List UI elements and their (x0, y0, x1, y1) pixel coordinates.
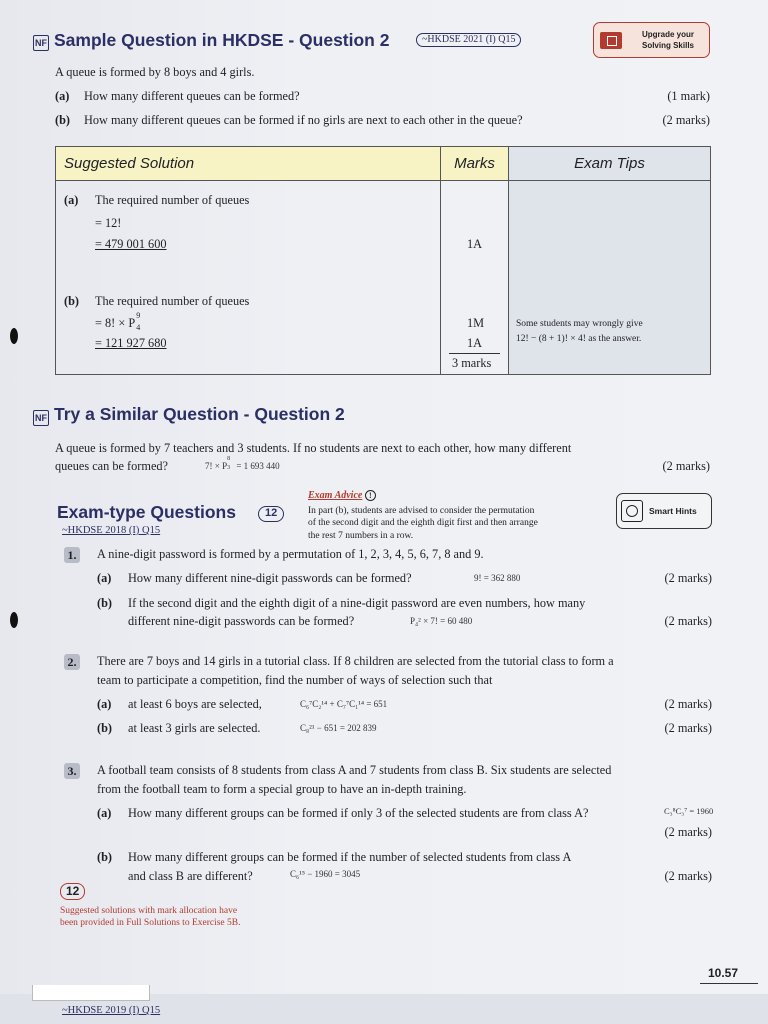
q2a-num: (a) (97, 697, 112, 711)
smart-hints-button[interactable] (616, 493, 712, 529)
q2a-text: at least 6 boys are selected, (128, 697, 262, 711)
exclamation-circle-icon: ! (365, 490, 376, 501)
sol-b-label: (b) (64, 294, 80, 308)
sample-question-title: Sample Question in HKDSE - Question 2 (54, 30, 390, 50)
full-solutions-note-line2: been provided in Full Solutions to Exercise 5B. (60, 918, 241, 928)
exam-advice-line2: of the second digit and the eighth digit first and then arrange (308, 518, 538, 528)
q1b-answer: P₄² × 7! = 60 480 (410, 616, 473, 626)
q3a-text: How many different groups can be formed if only 3 of the selected students are from class A? (128, 806, 589, 820)
similar-answer-sub: 3 (227, 465, 231, 471)
exam-advice-title (308, 490, 376, 501)
sol-b-perm-sup: 9 (136, 311, 141, 320)
similar-line2: queues can be formed? (55, 459, 169, 473)
marks-cell (441, 181, 509, 375)
similar-question-title: Try a Similar Question - Question 2 (54, 404, 345, 424)
header-marks: Marks (441, 147, 509, 181)
similar-line1: A queue is formed by 7 teachers and 3 students. If no students are next to each other, how many different (55, 441, 572, 455)
similar-answer (205, 456, 280, 471)
sol-b-line3: = 121 927 680 (95, 336, 167, 350)
tip-line2: 12! − (8 + 1)! × 4! as the answer. (516, 334, 642, 344)
page-number: 10.57 (708, 966, 739, 980)
sample-part-b-num: (b) (55, 113, 71, 127)
similar-answer-text: 7! × P (205, 461, 228, 471)
sol-b-line2-text: = 8! × P (95, 316, 136, 330)
nf-badge: NF (33, 35, 49, 51)
q3b-marks: (2 marks) (664, 869, 712, 883)
mark-b2: 1A (467, 336, 483, 350)
full-solutions-count-badge: 12 (60, 883, 85, 900)
q1-line1: A nine-digit password is formed by a permutation of 1, 2, 3, 4, 5, 6, 7, 8 and 9. (97, 547, 484, 561)
lightbulb-icon (621, 500, 643, 522)
similar-marks: (2 marks) (662, 459, 710, 473)
q3-line1: A football team consists of 8 students from class A and 7 students from class B. Six students are selected (97, 763, 612, 777)
similar-answer-sup: 8 (227, 456, 231, 462)
sol-a-line1: The required number of queues (95, 193, 250, 207)
video-play-icon (600, 32, 622, 49)
sol-b-line1: The required number of queues (95, 294, 250, 308)
header-exam-tips: Exam Tips (509, 147, 711, 181)
sol-a-line3: = 479 001 600 (95, 237, 167, 251)
q3b-num: (b) (97, 850, 113, 864)
similar-answer-tail: = 1 693 440 (234, 461, 280, 471)
exam-advice-line1: In part (b), students are advised to consider the permutation (308, 506, 535, 516)
q2b-marks: (2 marks) (664, 721, 712, 735)
full-solutions-note-line1: Suggested solutions with mark allocation have (60, 906, 238, 916)
q3a-marks: (2 marks) (664, 825, 712, 839)
sample-part-b-marks: (2 marks) (662, 113, 710, 127)
exam-type-title: Exam-type Questions (57, 502, 236, 522)
q2b-text: at least 3 girls are selected. (128, 721, 261, 735)
q1b-line2: different nine-digit passwords can be formed? (128, 614, 355, 628)
marks-total: 3 marks (452, 356, 492, 370)
solution-cell (56, 181, 441, 375)
sample-part-a-num: (a) (55, 89, 70, 103)
nf-badge-similar: NF (33, 410, 49, 426)
q2a-answer: C₆⁷C₂¹⁴ + C₇⁷C₁¹⁴ = 651 (300, 699, 388, 709)
exam-tips-cell (509, 181, 711, 375)
question-3-number: 3. (64, 763, 80, 779)
q1b-marks: (2 marks) (664, 614, 712, 628)
next-page-tab (32, 985, 150, 1001)
tip-line1: Some students may wrongly give (516, 319, 643, 329)
mark-a: 1A (467, 237, 483, 251)
q1a-marks: (2 marks) (664, 571, 712, 585)
binder-hole-bottom (10, 612, 18, 628)
q3a-answer: C₃⁸C₃⁷ = 1960 (664, 806, 714, 816)
upgrade-skills-button[interactable] (593, 22, 710, 58)
sample-part-a-text: How many different queues can be formed? (84, 89, 300, 103)
sample-hkdse-tag: ~HKDSE 2021 (I) Q15 (416, 33, 521, 47)
exam-advice-line3: the rest 7 numbers in a row. (308, 531, 414, 541)
q2-line2: team to participate a competition, find the number of ways of selection such that (97, 673, 493, 687)
q3b-answer: C₆¹⁵ − 1960 = 3045 (290, 869, 361, 879)
q3-line2: from the football team to form a special group to have an in-depth training. (97, 782, 467, 796)
exam-type-hkdse-tag: ~HKDSE 2018 (I) Q15 (62, 525, 161, 536)
question-1-number: 1. (64, 547, 80, 563)
sol-b-line2 (95, 311, 143, 332)
question-2-number: 2. (64, 654, 80, 670)
sol-a-line2: = 12! (95, 216, 122, 230)
sol-b-perm-sub: 4 (136, 323, 141, 332)
sample-intro: A queue is formed by 8 boys and 4 girls. (55, 65, 255, 79)
q1a-text: How many different nine-digit passwords can be formed? (128, 571, 412, 585)
q1b-line1: If the second digit and the eighth digit of a nine-digit password are even numbers, how many (128, 596, 586, 610)
q3b-line2: and class B are different? (128, 869, 253, 883)
q2-line1: There are 7 boys and 14 girls in a tutorial class. If 8 children are selected from the tutorial class to form a (97, 654, 614, 668)
q2b-num: (b) (97, 721, 113, 735)
upgrade-skills-label: Upgrade your Solving Skills (641, 30, 694, 50)
sample-part-b-text: How many different queues can be formed if no girls are next to each other in the queue? (84, 113, 523, 127)
q1a-num: (a) (97, 571, 112, 585)
exam-advice-title-text: Exam Advice (308, 490, 363, 501)
mark-b1: 1M (467, 316, 485, 330)
q3b-line1: How many different groups can be formed if the number of selected students from class A (128, 850, 572, 864)
q1b-num: (b) (97, 596, 113, 610)
q3a-num: (a) (97, 806, 112, 820)
sample-part-a-marks: (1 mark) (667, 89, 710, 103)
q2a-marks: (2 marks) (664, 697, 712, 711)
smart-hints-label: Smart Hints (649, 506, 697, 516)
sol-a-label: (a) (64, 193, 79, 207)
next-page-hkdse-tag: ~HKDSE 2019 (I) Q15 (62, 1005, 161, 1016)
page-number-rule (700, 983, 758, 984)
q1a-answer: 9! = 362 880 (474, 573, 521, 583)
marks-total-rule (449, 353, 500, 354)
binder-hole-top (10, 328, 18, 344)
exam-type-count: 12 (258, 506, 284, 522)
q2b-answer: C₈²¹ − 651 = 202 839 (300, 723, 377, 733)
solution-table (55, 146, 711, 375)
header-suggested-solution: Suggested Solution (56, 147, 441, 181)
